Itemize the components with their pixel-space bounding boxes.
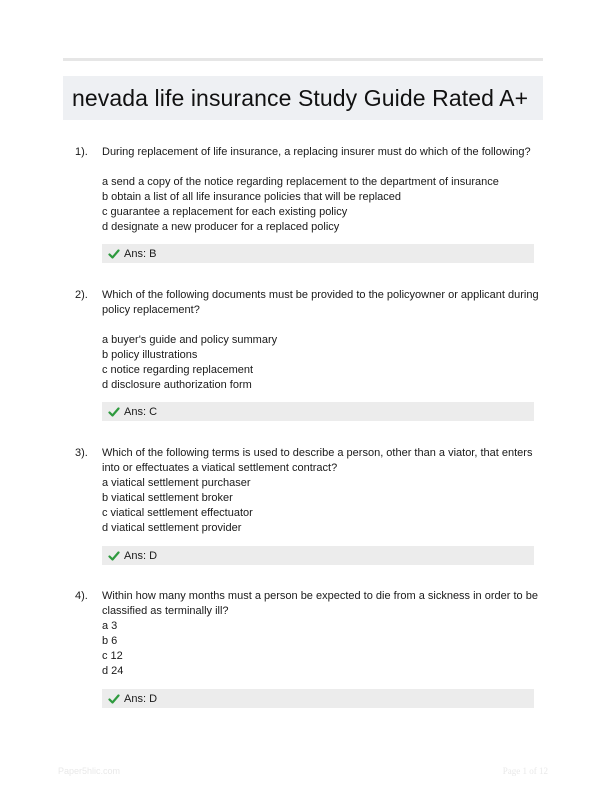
answer-text: Ans: C: [124, 405, 158, 418]
page-number: Page 1 of 12: [502, 766, 548, 776]
question-body: [102, 145, 542, 235]
option-c: c notice regarding replacement: [102, 364, 254, 376]
option-b: b policy illustrations: [102, 349, 198, 361]
page-title: nevada life insurance Study Guide Rated A+: [72, 84, 529, 111]
option-d: d viatical settlement provider: [102, 522, 242, 534]
answer-box: [102, 244, 534, 263]
option-d: d designate a new producer for a replaced policy: [102, 221, 340, 233]
check-icon: [108, 406, 120, 418]
option-c: c viatical settlement effectuator: [102, 507, 253, 519]
option-a: a buyer's guide and policy summary: [102, 334, 278, 346]
question-body: [102, 288, 542, 393]
question-text: Which of the following documents must be provided to the policyowner or applicant during policy replacement?: [102, 289, 539, 316]
answer-box: [102, 546, 534, 565]
question-text: During replacement of life insurance, a replacing insurer must do which of the following?: [102, 146, 531, 158]
option-a: a send a copy of the notice regarding replacement to the department of insurance: [102, 176, 499, 188]
question-number: 1).: [75, 146, 88, 158]
option-b: b obtain a list of all life insurance policies that will be replaced: [102, 191, 401, 203]
top-divider: [63, 58, 543, 61]
option-d: d 24: [102, 665, 124, 677]
option-c: c guarantee a replacement for each existing policy: [102, 206, 348, 218]
option-b: b viatical settlement broker: [102, 492, 233, 504]
answer-text: Ans: D: [124, 692, 158, 705]
option-c: c 12: [102, 650, 123, 662]
question-number: 4).: [75, 590, 88, 602]
check-icon: [108, 550, 120, 562]
option-a: a 3: [102, 620, 118, 632]
question-number: 3).: [75, 447, 88, 459]
answer-text: Ans: B: [124, 247, 157, 260]
check-icon: [108, 693, 120, 705]
check-icon: [108, 248, 120, 260]
option-a: a viatical settlement purchaser: [102, 477, 251, 489]
answer-text: Ans: D: [124, 549, 158, 562]
question-body: [102, 589, 542, 679]
title-banner: [63, 76, 543, 120]
footer-watermark: Paper5hlic.com: [58, 766, 121, 776]
question-body: [102, 446, 542, 536]
option-d: d disclosure authorization form: [102, 379, 252, 391]
answer-box: [102, 402, 534, 421]
question-text: Within how many months must a person be expected to die from a sickness in order to be classified as terminally ill?: [102, 590, 538, 617]
answer-box: [102, 689, 534, 708]
question-text: Which of the following terms is used to describe a person, other than a viator, that enters into or effectuates a viatical settlement contract?: [102, 447, 533, 474]
option-b: b 6: [102, 635, 118, 647]
question-number: 2).: [75, 289, 88, 301]
